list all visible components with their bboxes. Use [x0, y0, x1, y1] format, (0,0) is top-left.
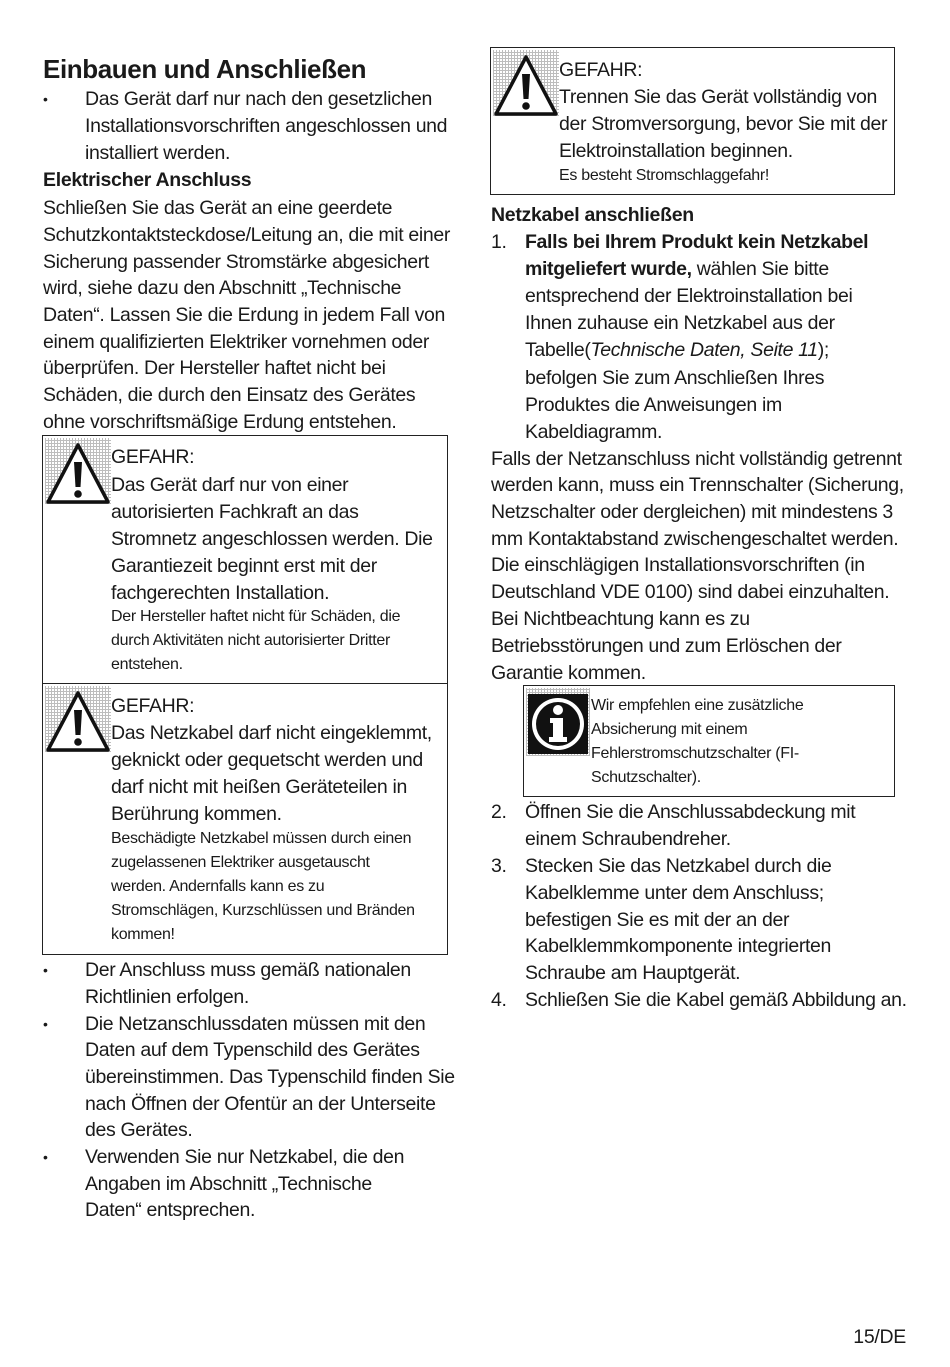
- section-heading: Einbauen und Anschließen: [43, 54, 367, 84]
- paragraph-line: Netzschalter oder dergleichen) mit mindestens 3: [491, 501, 893, 523]
- warning-line: Das Gerät darf nur von einer: [111, 474, 349, 496]
- warning-small-line: durch Aktivitäten nicht autorisierter Dritter: [111, 632, 391, 649]
- paragraph-line: Schäden, die durch den Einsatz des Gerätes: [43, 384, 416, 406]
- step-line-bold: Falls bei Ihrem Produkt kein Netzkabel: [525, 231, 869, 253]
- warning-box-disconnect-power: [490, 47, 895, 195]
- step-line: Produktes die Anweisungen im: [525, 394, 782, 416]
- warning-line: der Stromversorgung, bevor Sie mit der: [559, 113, 888, 135]
- warning-small-line: Es besteht Stromschlaggefahr!: [559, 167, 770, 184]
- paragraph-line: werden kann, muss ein Trennschalter (Sicherung,: [491, 474, 904, 496]
- warning-small-line: kommen!: [111, 926, 175, 943]
- warning-line: Stromnetz angeschlossen werden. Die: [111, 528, 433, 550]
- paragraph-line: Deutschland VDE 0100) sind dabei einzuhalten.: [491, 581, 890, 603]
- step-line: Kabelklemme unter dem Anschluss;: [525, 882, 824, 904]
- subheading-elektrischer-anschluss: Elektrischer Anschluss: [43, 169, 252, 191]
- paragraph-line: einem qualifizierten Elektriker vornehmen oder: [43, 331, 430, 353]
- warning-box-power-cable: [42, 683, 448, 955]
- paragraph-line: Betriebsstörungen und zum Erlöschen der: [491, 635, 842, 657]
- warning-line: geknickt oder gequetscht werden und: [111, 749, 423, 771]
- step-line: Schraube am Hauptgerät.: [525, 962, 741, 984]
- paragraph-line: Garantie kommen.: [491, 662, 646, 684]
- warning-line: darf nicht mit heißen Geräteteilen in: [111, 776, 407, 798]
- bullet-line: übereinstimmen. Das Typenschild finden Sie: [85, 1066, 455, 1088]
- bullet-line: Die Netzanschlussdaten müssen mit den: [85, 1013, 426, 1035]
- bullet-marker: •: [43, 962, 48, 978]
- paragraph-line: Schutzkontaktsteckdose/Leitung an, die mit einer: [43, 224, 451, 246]
- warning-triangle-icon: [45, 438, 111, 504]
- warning-line: fachgerechten Installation.: [111, 582, 330, 604]
- bullet-marker: •: [43, 1016, 48, 1032]
- step-number: 4.: [491, 989, 507, 1011]
- paragraph-line: mm Kontaktabstand zwischengeschaltet werden.: [491, 528, 899, 550]
- paragraph-line: überprüfen. Der Hersteller haftet nicht bei: [43, 357, 386, 379]
- info-line: Absicherung mit einem: [591, 721, 748, 738]
- step-number: 3.: [491, 855, 507, 877]
- warning-small-line: Stromschlägen, Kurzschlüssen und Bränden: [111, 902, 415, 919]
- intro-line-3: installiert werden.: [85, 142, 231, 164]
- bullet-line: Der Anschluss muss gemäß nationalen: [85, 959, 411, 981]
- bullet-line: nach Öffnen der Ofentür an der Unterseite: [85, 1093, 436, 1115]
- warning-small-line: zugelassenen Elektriker ausgetauscht: [111, 854, 370, 871]
- step-line: Ihnen zuhause ein Netzkabel aus der: [525, 312, 835, 334]
- subheading-netzkabel-anschliessen: Netzkabel anschließen: [491, 204, 694, 226]
- info-icon: [526, 688, 590, 756]
- step-number: 2.: [491, 801, 507, 823]
- warning-title: GEFAHR:: [559, 59, 643, 81]
- warning-line: Garantiezeit beginnt erst mit der: [111, 555, 377, 577]
- bullet-marker: •: [43, 1149, 48, 1165]
- bullet-marker: •: [43, 91, 48, 107]
- bullet-line: Daten auf dem Typenschild des Gerätes: [85, 1039, 420, 1061]
- step-line: Öffnen Sie die Anschlussabdeckung mit: [525, 801, 856, 823]
- info-line: Wir empfehlen eine zusätzliche: [591, 697, 804, 714]
- table-prefix: Tabelle(: [525, 339, 591, 361]
- step-line: Stecken Sie das Netzkabel durch die: [525, 855, 832, 877]
- warning-line: Das Netzkabel darf nicht eingeklemmt,: [111, 722, 432, 744]
- warning-triangle-icon: [45, 686, 111, 752]
- step-line: einem Schraubendreher.: [525, 828, 731, 850]
- step-line: Kabelklemmkomponente integrierten: [525, 935, 832, 957]
- paragraph-line: wird, siehe dazu den Abschnitt „Technische: [43, 277, 402, 299]
- warning-small-line: entstehen.: [111, 656, 183, 673]
- warning-small-line: Beschädigte Netzkabel müssen durch einen: [111, 830, 412, 847]
- paragraph-line: ohne vorschriftsmäßige Erdung entstehen.: [43, 411, 397, 433]
- paragraph-line: Falls der Netzanschluss nicht vollständig getrennt: [491, 448, 902, 470]
- bullet-line: des Gerätes.: [85, 1119, 193, 1141]
- warning-line: Trennen Sie das Gerät vollständig von: [559, 86, 878, 108]
- warning-small-line: werden. Andernfalls kann es zu: [111, 878, 325, 895]
- step-line: [525, 256, 829, 283]
- paragraph-line: Daten“. Lassen Sie die Erdung in jedem Fall von: [43, 304, 445, 326]
- paragraph-line: Sicherung passender Stromstärke abgesichert: [43, 251, 429, 273]
- step-line: befolgen Sie zum Anschließen Ihres: [525, 367, 825, 389]
- bullet-line: Richtlinien erfolgen.: [85, 986, 249, 1008]
- warning-line: Berührung kommen.: [111, 803, 282, 825]
- step-number: 1.: [491, 231, 507, 253]
- paragraph-line: Bei Nichtbeachtung kann es zu: [491, 608, 750, 630]
- info-box-rcd-recommendation: [523, 685, 895, 797]
- paragraph-line: Die einschlägigen Installationsvorschriften (in: [491, 554, 865, 576]
- warning-line: Elektroinstallation beginnen.: [559, 140, 793, 162]
- intro-line-2: Installationsvorschriften angeschlossen und: [85, 115, 448, 137]
- technical-data-reference: Technische Daten, Seite 11: [590, 339, 818, 361]
- warning-title: GEFAHR:: [111, 695, 195, 717]
- page-number: 15/DE: [853, 1326, 906, 1348]
- warning-line: autorisierten Fachkraft an das: [111, 501, 359, 523]
- bullet-line: Verwenden Sie nur Netzkabel, die den: [85, 1146, 405, 1168]
- intro-line-1: Das Gerät darf nur nach den gesetzlichen: [85, 88, 432, 110]
- step-line: Kabeldiagramm.: [525, 421, 663, 443]
- info-line: Schutzschalter).: [591, 769, 701, 786]
- warning-box-authorized-installation: [42, 435, 448, 685]
- table-suffix: );: [817, 339, 829, 361]
- paragraph-line: Schließen Sie das Gerät an eine geerdete: [43, 197, 393, 219]
- step-line-rest: wählen Sie bitte: [691, 258, 829, 280]
- step-line-bold: mitgeliefert wurde,: [525, 258, 692, 280]
- warning-small-line: Der Hersteller haftet nicht für Schäden, die: [111, 608, 401, 625]
- info-line: Fehlerstromschutzschalter (FI-: [591, 745, 799, 762]
- step-line: befestigen Sie es mit der an der: [525, 909, 790, 931]
- step-line: entsprechend der Elektroinstallation bei: [525, 285, 853, 307]
- warning-triangle-icon: [493, 50, 559, 116]
- bullet-line: Daten“ entsprechen.: [85, 1199, 256, 1221]
- warning-title: GEFAHR:: [111, 446, 195, 468]
- bullet-line: Angaben im Abschnitt „Technische: [85, 1173, 372, 1195]
- step-line: [525, 337, 829, 364]
- step-line: Schließen Sie die Kabel gemäß Abbildung an.: [525, 989, 907, 1011]
